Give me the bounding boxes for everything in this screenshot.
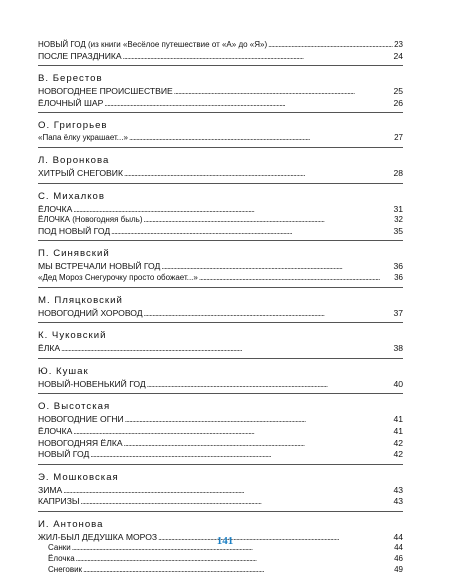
entry-title: «Папа ёлку украшает...» (38, 133, 128, 143)
entry-title: Санки (48, 543, 71, 553)
dot-leader (174, 87, 393, 98)
toc-entry[interactable] (38, 51, 403, 63)
toc-entry[interactable] (38, 485, 403, 497)
entry-title: ЁЛОЧКА (38, 203, 73, 214)
entry-page-number: 49 (394, 564, 403, 574)
entry-page-number: 38 (393, 343, 403, 354)
toc-section (38, 401, 403, 464)
entry-page-number: 46 (394, 554, 403, 564)
entry-page-number: 43 (393, 496, 403, 507)
author-name: О. Высотская (38, 401, 111, 413)
entry-page-number: 26 (393, 97, 403, 108)
author-name: И. Антонова (38, 518, 104, 530)
toc-subentry[interactable] (38, 554, 403, 565)
entry-page-number: 32 (394, 215, 403, 225)
toc-entry[interactable] (38, 98, 403, 110)
toc-entry[interactable] (38, 215, 403, 226)
toc-section (38, 330, 403, 359)
entry-page-number: 37 (393, 307, 403, 318)
toc-entry[interactable] (38, 133, 403, 144)
author-name: Ю. Кушак (38, 365, 89, 377)
entry-title: НОВЫЙ ГОД (38, 449, 90, 460)
dot-leader (124, 439, 393, 450)
entry-page-number: 43 (393, 484, 403, 495)
toc-section (38, 73, 403, 113)
author-name: Л. Воронкова (38, 154, 110, 166)
dot-leader (73, 427, 392, 438)
dot-leader (104, 99, 392, 110)
dot-leader (144, 309, 393, 320)
toc-section (38, 519, 403, 578)
entry-title: ЁЛКА (38, 343, 61, 354)
table-of-contents (38, 40, 403, 585)
entry-title: ХИТРЫЙ СНЕГОВИК (38, 167, 123, 178)
toc-subentry[interactable] (38, 565, 403, 576)
dot-leader (123, 52, 393, 63)
toc-section (38, 191, 403, 242)
toc-entry[interactable] (38, 86, 403, 98)
entry-title: НОВЫЙ ГОД (из книги «Весёлое путешествие от «А» до «Я») (38, 40, 268, 49)
author-name: В. Берестов (38, 73, 103, 85)
entry-title: ПОД НОВЫЙ ГОД (38, 225, 111, 236)
entry-page-number: 27 (394, 133, 403, 143)
entry-page-number: 44 (393, 531, 403, 542)
entry-page-number: 25 (393, 86, 403, 97)
entry-title: ЁЛОЧКА (38, 425, 73, 436)
toc-entry[interactable] (38, 168, 403, 180)
toc-entry[interactable] (38, 204, 403, 216)
entry-page-number: 23 (394, 40, 403, 49)
entry-title: Снеговик (48, 564, 83, 574)
entry-title: ПОСЛЕ ПРАЗДНИКА (38, 50, 122, 61)
entry-title: НОВОГОДНИЕ ОГНИ (38, 414, 124, 425)
dot-leader (73, 205, 392, 216)
entry-title: МЫ ВСТРЕЧАЛИ НОВЫЙ ГОД (38, 261, 161, 272)
toc-entry[interactable] (38, 426, 403, 438)
entry-page-number: 31 (393, 203, 403, 214)
toc-entry[interactable] (38, 449, 403, 461)
toc-entry[interactable] (38, 273, 403, 284)
author-name: Э. Мошковская (38, 471, 119, 483)
entry-page-number: 42 (393, 437, 403, 448)
entry-page-number: 35 (393, 225, 403, 236)
dot-leader (144, 215, 394, 226)
toc-section (38, 40, 403, 66)
entry-page-number: 44 (394, 543, 403, 553)
toc-entry[interactable] (38, 261, 403, 273)
dot-leader (124, 169, 392, 180)
author-name: С. Михалков (38, 190, 105, 202)
dot-leader (125, 415, 393, 426)
dot-leader (63, 486, 392, 497)
entry-page-number: 36 (393, 261, 403, 272)
entry-title: ЖИЛ-БЫЛ ДЕДУШКА МОРОЗ (38, 531, 158, 542)
entry-title: ЁЛОЧНЫЙ ШАР (38, 97, 104, 108)
toc-entry[interactable] (38, 438, 403, 450)
dot-leader (61, 344, 392, 355)
author-name: К. Чуковский (38, 330, 107, 342)
page-number: 141 (216, 535, 234, 547)
entry-title: НОВЫЙ-НОВЕНЬКИЙ ГОД (38, 378, 146, 389)
author-name: О. Григорьев (38, 120, 108, 132)
toc-entry[interactable] (38, 496, 403, 508)
toc-section (38, 295, 403, 324)
dot-leader (161, 262, 392, 273)
entry-page-number: 24 (393, 50, 403, 61)
entry-page-number: 42 (393, 449, 403, 460)
dot-leader (268, 40, 393, 51)
author-name: П. Синявский (38, 248, 110, 260)
entry-page-number: 36 (394, 272, 403, 282)
entry-title: ЁЛОЧКА (Новогодняя быль) (38, 215, 143, 225)
toc-entry[interactable] (38, 414, 403, 426)
entry-title: НОВОГОДНЕЕ ПРОИСШЕСТВИЕ (38, 86, 173, 97)
entry-title: КАПРИЗЫ (38, 496, 80, 507)
entry-page-number: 41 (393, 425, 403, 436)
dot-leader (90, 450, 392, 461)
dot-leader (111, 227, 392, 238)
toc-entry[interactable] (38, 379, 403, 391)
entry-page-number: 40 (393, 378, 403, 389)
toc-entry[interactable] (38, 343, 403, 355)
entry-title: НОВОГОДНИЙ ХОРОВОД (38, 307, 143, 318)
entry-page-number: 41 (393, 414, 403, 425)
dot-leader (81, 497, 393, 508)
toc-entry[interactable] (38, 308, 403, 320)
entry-title: Ёлочка (48, 554, 75, 564)
toc-entry[interactable] (38, 40, 403, 51)
toc-section (38, 120, 403, 148)
entry-title: НОВОГОДНЯЯ ЁЛКА (38, 437, 123, 448)
toc-section (38, 155, 403, 184)
entry-title: ЗИМА (38, 484, 63, 495)
author-name: М. Пляцковский (38, 294, 123, 306)
dot-leader (147, 380, 393, 391)
entry-title: «Дед Мороз Снегурочку просто обожает...» (38, 272, 198, 282)
toc-section (38, 248, 403, 287)
dot-leader (76, 554, 393, 565)
dot-leader (83, 565, 393, 576)
entry-page-number: 28 (393, 167, 403, 178)
dot-leader (199, 273, 393, 284)
toc-section (38, 366, 403, 395)
dot-leader (129, 133, 393, 144)
toc-section (38, 472, 403, 512)
toc-entry[interactable] (38, 226, 403, 238)
